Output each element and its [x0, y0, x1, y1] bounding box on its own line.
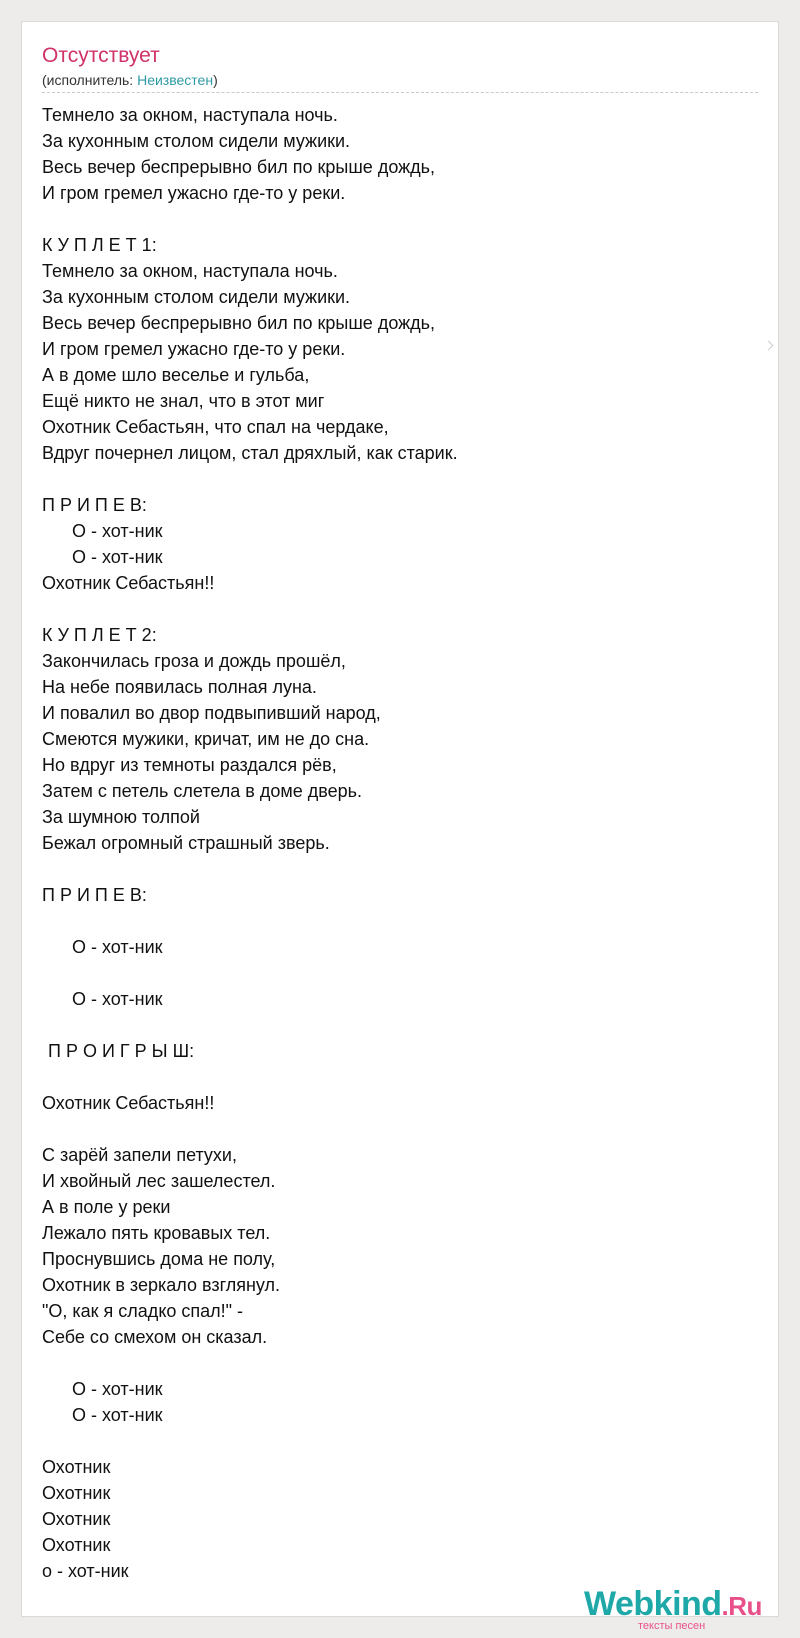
logo-name: Webkind: [584, 1585, 722, 1623]
logo-wordmark: [584, 1585, 762, 1625]
lyric-line: Лежало пять кровавых тел.: [42, 1223, 271, 1243]
lyrics-card: [21, 21, 779, 1632]
artist-suffix: ): [213, 72, 218, 88]
lyric-line: Вдруг почернел лицом, стал дряхлый, как старик.: [42, 443, 458, 463]
lyric-line: о - хот-ник: [42, 1561, 129, 1581]
lyric-line: Охотник: [42, 1483, 111, 1503]
lyric-line: О - хот-ник: [72, 1405, 163, 1425]
title-divider: [42, 92, 758, 93]
lyric-line: Охотник Себастьян!!: [42, 1093, 215, 1113]
lyric-line: Весь вечер беспрерывно бил по крыше дождь,: [42, 313, 436, 333]
lyric-line: За кухонным столом сидели мужики.: [42, 131, 351, 151]
logo-suffix: .Ru: [721, 1591, 762, 1621]
lyric-blank-line: [42, 1116, 742, 1142]
lyric-line: Охотник: [42, 1457, 111, 1477]
lyric-line: И гром гремел ужасно где-то у реки.: [42, 339, 346, 359]
lyric-line: С зарёй запели петухи,: [42, 1145, 237, 1165]
song-title: Отсутствует: [42, 44, 160, 67]
artist-line: [42, 71, 218, 89]
lyric-line: Себе со смехом он сказал.: [42, 1327, 268, 1347]
artist-link[interactable]: Неизвестен: [137, 72, 214, 88]
lyric-blank-line: [42, 1428, 742, 1454]
logo-tagline: тексты песен: [638, 1620, 706, 1632]
lyric-line: Затем с петель слетела в доме дверь.: [42, 781, 363, 801]
lyric-line: На небе появилась полная луна.: [42, 677, 317, 697]
lyric-line: К У П Л Е Т 1:: [42, 235, 157, 255]
lyric-line: Закончилась гроза и дождь прошёл,: [42, 651, 346, 671]
lyric-line: Охотник: [42, 1509, 111, 1529]
lyric-line: П Р И П Е В:: [42, 885, 147, 905]
lyric-blank-line: [42, 1350, 742, 1376]
lyric-line: Проснувшись дома не полу,: [42, 1249, 276, 1269]
lyric-line: Бежал огромный страшный зверь.: [42, 833, 330, 853]
lyric-line: Охотник: [42, 1535, 111, 1555]
lyric-line: Темнело за окном, наступала ночь.: [42, 261, 338, 281]
lyric-line: П Р И П Е В:: [42, 495, 147, 515]
lyric-line: О - хот-ник: [72, 547, 163, 567]
lyric-line: Смеются мужики, кричат, им не до сна.: [42, 729, 370, 749]
lyric-line: О - хот-ник: [72, 989, 163, 1009]
lyric-line: К У П Л Е Т 2:: [42, 625, 157, 645]
lyric-blank-line: [42, 206, 742, 232]
lyric-blank-line: [42, 908, 742, 934]
scroll-grip-icon: [764, 341, 774, 351]
artist-prefix: (исполнитель:: [42, 72, 138, 88]
lyric-line: За кухонным столом сидели мужики.: [42, 287, 351, 307]
lyric-line: И хвойный лес зашелестел.: [42, 1171, 276, 1191]
lyric-line: О - хот-ник: [72, 937, 163, 957]
site-logo[interactable]: [584, 1585, 784, 1635]
lyric-line: Охотник Себастьян!!: [42, 573, 215, 593]
lyric-line: Охотник в зеркало взглянул.: [42, 1275, 281, 1295]
lyric-line: А в доме шло веселье и гульба,: [42, 365, 310, 385]
lyric-line: О - хот-ник: [72, 1379, 163, 1399]
lyric-blank-line: [42, 960, 742, 986]
lyric-line: Но вдруг из темноты раздался рёв,: [42, 755, 337, 775]
lyric-line: И гром гремел ужасно где-то у реки.: [42, 183, 346, 203]
lyric-line: Темнело за окном, наступала ночь.: [42, 105, 338, 125]
lyric-blank-line: [42, 466, 742, 492]
lyric-line: П Р О И Г Р Ы Ш:: [48, 1041, 195, 1061]
lyric-blank-line: [42, 856, 742, 882]
lyric-line: О - хот-ник: [72, 521, 163, 541]
lyric-line: Ещё никто не знал, что в этот миг: [42, 391, 325, 411]
lyric-blank-line: [42, 1012, 742, 1038]
lyric-blank-line: [42, 1064, 742, 1090]
lyric-line: А в поле у реки: [42, 1197, 171, 1217]
lyric-line: Весь вечер беспрерывно бил по крыше дождь,: [42, 157, 436, 177]
lyric-blank-line: [42, 596, 742, 622]
lyrics-body: [42, 102, 742, 1584]
lyric-line: И повалил во двор подвыпивший народ,: [42, 703, 381, 723]
lyric-line: Охотник Себастьян, что спал на чердаке,: [42, 417, 389, 437]
lyric-line: "О, как я сладко спал!" -: [42, 1301, 244, 1321]
lyric-line: За шумною толпой: [42, 807, 200, 827]
